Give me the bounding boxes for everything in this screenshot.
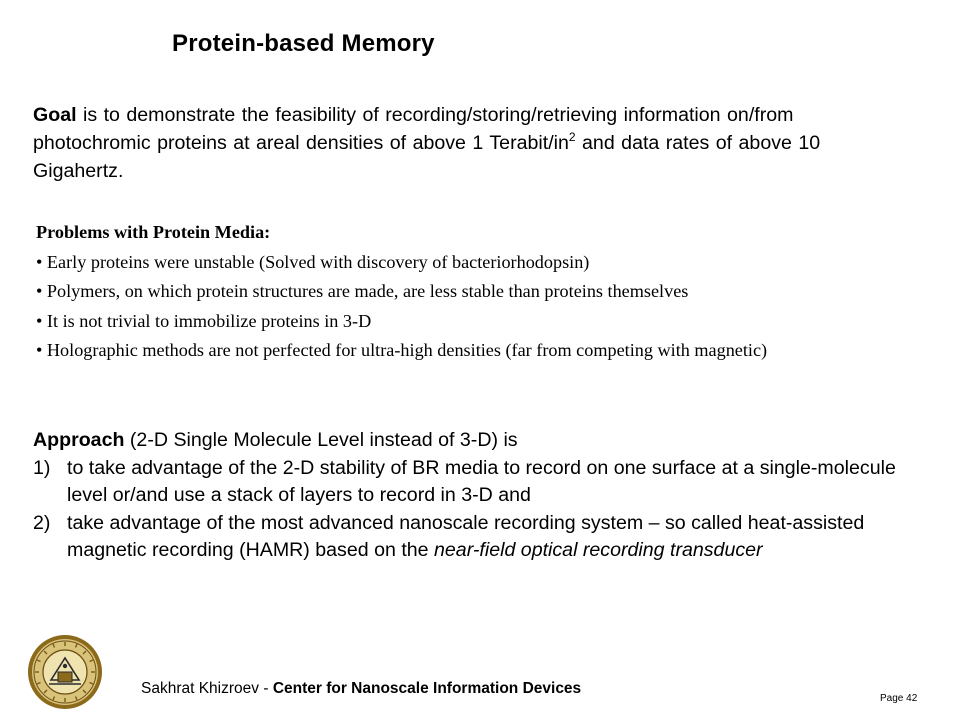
problem-item: • It is not trivial to immobilize proteins in 3-D (36, 310, 372, 331)
goal-superscript: 2 (568, 130, 576, 144)
goal-text-1: is to demonstrate the feasibility of recording/storing/retrieving information on/from photochromic proteins at areal densities of above 1 Terabit/in (33, 104, 794, 154)
goal-lead: Goal (33, 104, 77, 126)
problems-section (36, 218, 916, 366)
approach-section (33, 427, 913, 565)
approach-item (33, 455, 913, 510)
footer-credit (141, 680, 581, 698)
footer-author: Sakhrat Khizroev - (141, 680, 273, 697)
approach-lead: Approach (33, 429, 125, 451)
page-number: Page 42 (880, 693, 918, 704)
approach-item-number: 2) (33, 511, 51, 534)
approach-item-text: take advantage of the most advanced nanoscale recording system – so called heat-assisted magnetic recording (HAMR) based on the (67, 511, 865, 561)
university-seal-icon (27, 634, 103, 710)
approach-lead-rest: (2-D Single Molecule Level instead of 3-D) is (124, 429, 518, 451)
goal-paragraph (33, 101, 883, 185)
slide-title: Protein-based Memory (172, 30, 435, 57)
approach-item-text: to take advantage of the 2-D stability of BR media to record on one surface at a single-molecule level or/and use a stack of layers to record in 3-D and (67, 456, 896, 506)
goal-text-2: and data rates of above 10 Gigahertz. (33, 132, 821, 182)
problem-item: • Early proteins were unstable (Solved with discovery of bacteriorhodopsin) (36, 251, 590, 272)
approach-item (33, 510, 913, 565)
problem-item: • Holographic methods are not perfected for ultra-high densities (far from competing with magnetic) (36, 340, 768, 360)
problem-item: • Polymers, on which protein structures are made, are less stable than proteins themselves (36, 281, 689, 301)
footer-center: Center for Nanoscale Information Devices (272, 680, 582, 697)
approach-lead-line (33, 427, 913, 455)
approach-list (33, 455, 913, 565)
approach-item-italic: near-field optical recording transducer (434, 539, 763, 561)
approach-item-number: 1) (33, 456, 51, 479)
problems-title: Problems with Protein Media: (36, 222, 271, 242)
